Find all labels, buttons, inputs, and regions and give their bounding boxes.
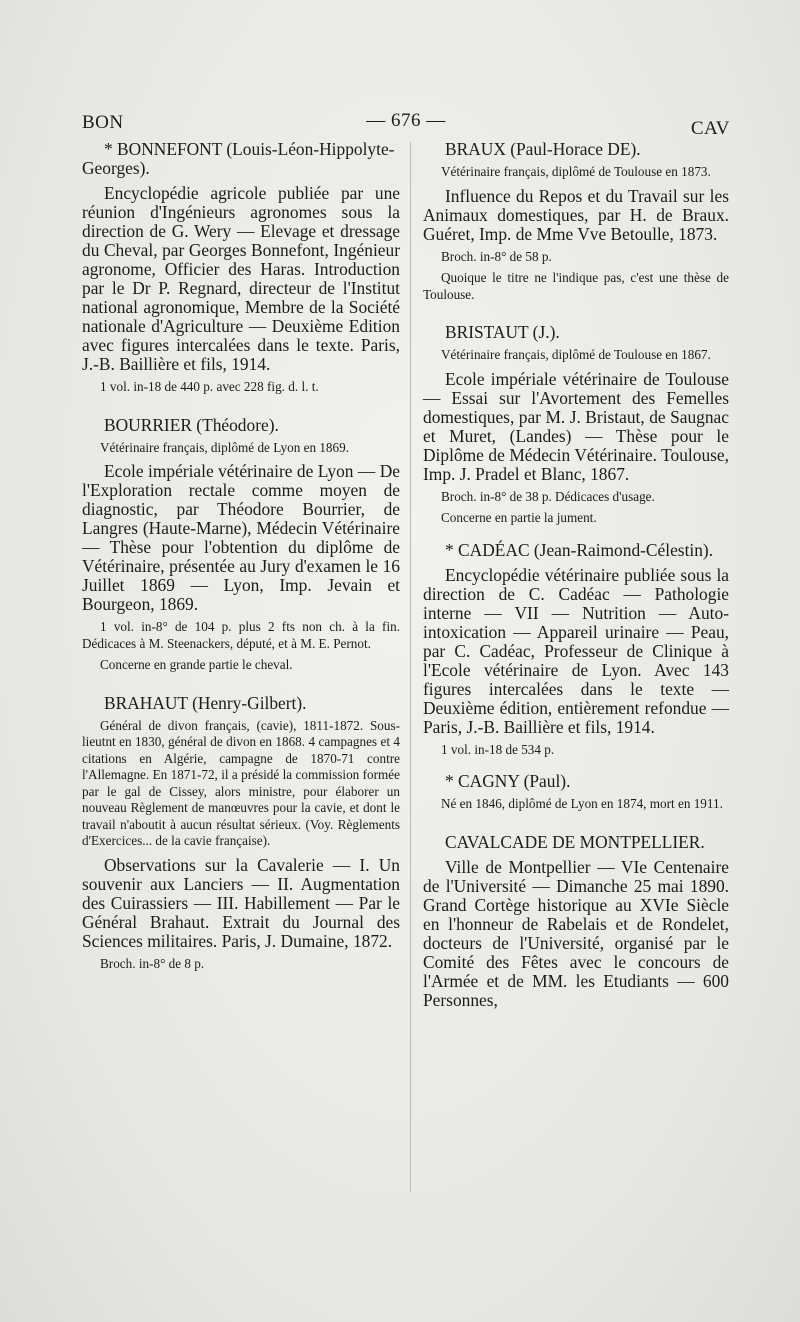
page-header bbox=[82, 112, 730, 140]
entry-cavalcade bbox=[423, 833, 729, 1010]
entry-description: Ville de Montpellier — VIe Centenaire de l'Université — Dimanche 25 mai 1890. Grand Cortège historique au XVIe Siècle en l'honneur de Rabelais et de Rondelet, docteurs de l'Université, organisé par le Comité des Fêtes avec le concours de l'Armée et de MM. les Etudiants — 600 Personnes, bbox=[423, 856, 729, 1010]
entry-description: Encyclopédie agricole publiée par une réunion d'Ingénieurs agronomes sous la direction de G. Wery — Elevage et dressage du Cheval, par Georges Bonnefont, Ingénieur agronome, Officier des Haras. Introduction par le Dr P. Regnard, directeur de l'Institut national agronomique, Membre de la Société nationale d'Agriculture — Deuxième Edition avec figures intercalées dans le texte. Paris, J.-B. Baillière et fils, 1914. bbox=[82, 183, 400, 374]
entry-name: CAVALCADE DE MONTPELLIER. bbox=[445, 831, 705, 852]
entry-biography: Vétérinaire français, diplômé de Lyon en 1869. bbox=[100, 439, 350, 455]
entry-biography: Né en 1846, diplômé de Lyon en 1874, mort en 1911. bbox=[441, 796, 723, 811]
entry-note: Broch. in-8° de 58 p. bbox=[441, 248, 552, 264]
entry-bristaut bbox=[423, 323, 729, 527]
entry-name: BRAUX (Paul-Horace DE). bbox=[445, 139, 641, 159]
entry-cagny bbox=[423, 772, 729, 813]
entry-note: 1 vol. in-8° de 104 p. plus 2 fts non ch. à la fin. Dédicaces à M. Steenackers, député, et à M. E. Pernot. bbox=[82, 619, 400, 651]
entry-description: Observations sur la Cavalerie — I. Un souvenir aux Lanciers — II. Augmentation des Cuirassiers — III. Habillement — Par le Général Brahaut. Extrait du Journal des Sciences militaires. Paris, J. Dumaine, 1872. bbox=[82, 854, 400, 951]
entry-biography: Vétérinaire français, diplômé de Toulouse en 1873. bbox=[441, 164, 711, 179]
entry-note: Broch. in-8° de 38 p. Dédicaces d'usage. bbox=[441, 488, 655, 504]
entry-name: * CADÉAC (Jean-Raimond-Célestin). bbox=[445, 539, 714, 560]
entry-cadeac bbox=[423, 541, 729, 759]
left-column bbox=[82, 140, 400, 972]
entry-name: * BONNEFONT (Louis-Léon-Hippolyte-Georges). bbox=[82, 139, 395, 178]
entry-description: Ecole impériale vétérinaire de Toulouse — Essai sur l'Avortement des Femelles domestiques, par M. J. Bristaut, de Saugnac et Muret, (Landes) — Thèse pour le Diplôme de Médecin Vétérinaire. Toulouse, Imp. J. Pradel et Blanc, 1867. bbox=[423, 368, 729, 484]
entry-note: Concerne en grande partie le cheval. bbox=[100, 657, 293, 672]
entry-note: 1 vol. in-18 de 440 p. avec 228 fig. d. l. t. bbox=[100, 379, 319, 394]
entry-note: Broch. in-8° de 8 p. bbox=[100, 955, 205, 971]
entry-description: Ecole impériale vétérinaire de Lyon — De l'Exploration rectale comme moyen de diagnostic, par Théodore Bourrier, de Langres (Haute-Marne), Médecin Vétérinaire — Thèse pour l'obtention du diplôme de Vétérinaire, présentée au Jury d'examen le 16 Juillet 1869 — Lyon, Imp. Jevain et Bourgeon, 1869. bbox=[82, 461, 400, 614]
entry-note: Concerne en partie la jument. bbox=[441, 510, 597, 525]
header-left-word: BON bbox=[82, 112, 124, 133]
entry-brahaut bbox=[82, 694, 400, 973]
entry-bonnefont bbox=[82, 140, 400, 396]
page-number: — 676 — bbox=[366, 110, 446, 131]
entry-biography: Général de divon français, (cavie), 1811-1872. Sous-lieutnt en 1830, général de divon en 1868. 4 campagnes et 4 citations en Algérie, campagne de 1870-71 contre l'Allemagne. En 1871-72, il a présidé la commission formée par le gal de Cissey, alors ministre, pour élaborer un nouveau Règlement de manœuvres pour la cavie, et dont le travail n'aboutit à aucun résultat sérieux. (Voy. Règlements d'Exercices... de la cavie française). bbox=[82, 717, 400, 848]
entry-name: BRISTAUT (J.). bbox=[445, 322, 560, 342]
right-column bbox=[423, 140, 729, 1010]
entry-description: Encyclopédie vétérinaire publiée sous la direction de C. Cadéac — Pathologie interne — VII — Nutrition — Auto-intoxication — Appareil urinaire — Peau, par C. Cadéac, Professeur de Clinique à l'Ecole vétérinaire de Lyon. Avec 143 figures intercalées dans le texte — Deuxième édition, entièrement refondue — Paris, J.-B. Baillière et fils, 1914. bbox=[423, 564, 729, 737]
entry-name: BOURRIER (Théodore). bbox=[104, 414, 279, 435]
entry-biography: Vétérinaire français, diplômé de Toulouse en 1867. bbox=[441, 347, 711, 362]
header-right-word: CAV bbox=[690, 118, 730, 139]
entry-description: Influence du Repos et du Travail sur les Animaux domestiques, par H. de Braux. Guéret, Imp. de Mme Vve Betoulle, 1873. bbox=[423, 185, 729, 244]
entry-note: 1 vol. in-18 de 534 p. bbox=[441, 741, 555, 757]
entry-name: * CAGNY (Paul). bbox=[445, 771, 571, 791]
entry-braux bbox=[423, 140, 729, 303]
entry-bourrier bbox=[82, 416, 400, 674]
entry-note: Quoique le titre ne l'indique pas, c'est une thèse de Toulouse. bbox=[423, 270, 729, 302]
column-divider bbox=[410, 142, 411, 1192]
entry-name: BRAHAUT (Henry-Gilbert). bbox=[104, 692, 307, 713]
